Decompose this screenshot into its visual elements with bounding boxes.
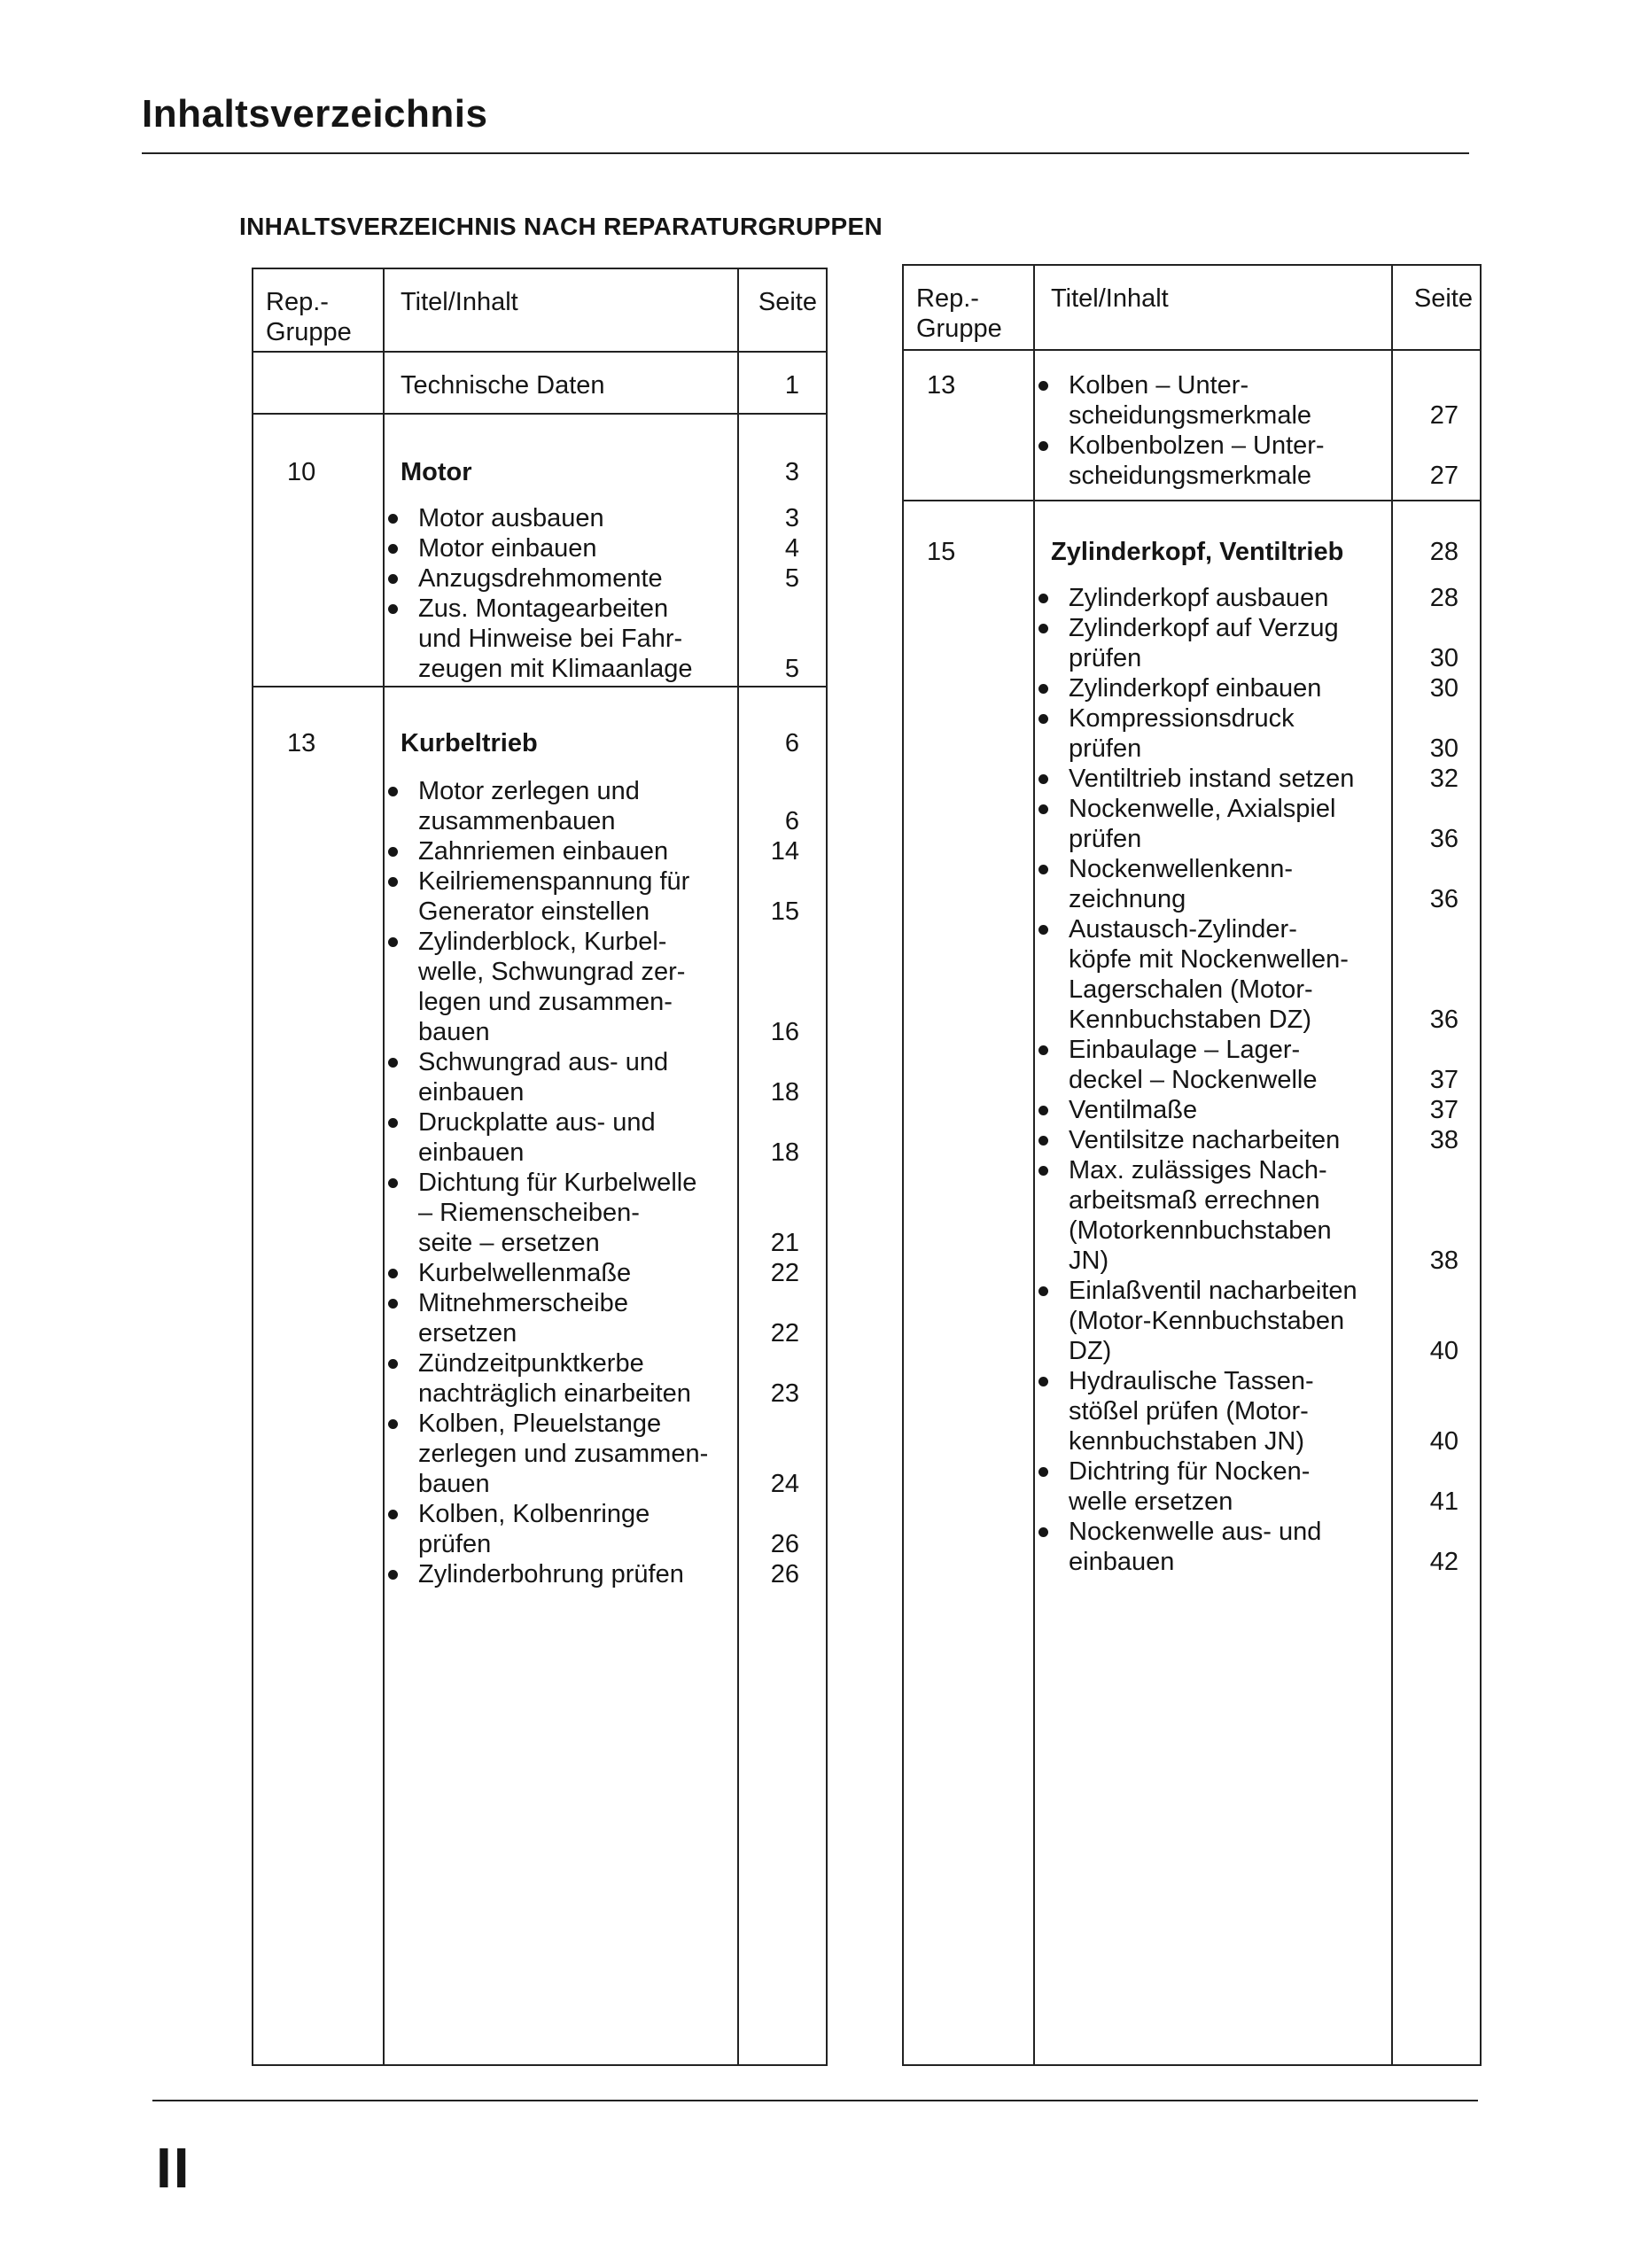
header-gruppe-line2: Gruppe — [266, 318, 352, 346]
toc-entry — [1038, 1456, 1310, 1517]
column-divider — [1033, 266, 1035, 2064]
page-number: 30 — [1429, 734, 1458, 763]
page-number: 18 — [770, 1138, 799, 1167]
toc-entry — [388, 1107, 656, 1168]
toc-entry-text: welle, Schwungrad zer- — [418, 958, 686, 986]
column-divider — [1391, 266, 1393, 2064]
toc-entry-text: Nockenwelle aus- und — [1069, 1518, 1322, 1546]
toc-entry — [388, 1348, 691, 1409]
header-titel: Titel/Inhalt — [1051, 284, 1169, 313]
toc-entry — [388, 866, 689, 927]
toc-entry-text: Motor einbauen — [418, 534, 597, 563]
bullet-icon — [388, 1359, 398, 1369]
page-number: 14 — [770, 837, 799, 866]
toc-entry-text: (Motor-Kennbuchstaben — [1069, 1307, 1345, 1335]
toc-entry — [388, 1258, 631, 1288]
group-title-zylinderkopf: Zylinderkopf, Ventiltrieb — [1051, 538, 1344, 566]
toc-entry — [388, 1168, 696, 1258]
bullet-icon — [1038, 624, 1048, 633]
bullet-icon — [1038, 594, 1048, 603]
bullet-icon — [388, 1299, 398, 1309]
toc-entry-text: Zus. Montagearbeiten — [418, 594, 669, 623]
toc-entry — [1038, 673, 1321, 703]
bullet-icon — [1038, 1045, 1048, 1055]
page-number: 30 — [1429, 644, 1458, 672]
group-title-kurbeltrieb: Kurbeltrieb — [401, 729, 538, 757]
page-number: 23 — [770, 1379, 799, 1408]
bullet-icon — [388, 877, 398, 887]
bullet-icon — [1038, 1527, 1048, 1537]
column-divider — [737, 269, 739, 2064]
toc-entry-text: Einlaßventil nacharbeiten — [1069, 1277, 1357, 1305]
toc-entry — [388, 1288, 628, 1348]
header-seite: Seite — [758, 288, 817, 316]
page-number: 24 — [770, 1470, 799, 1498]
page-number: 38 — [1429, 1247, 1458, 1275]
toc-entry-text: prüfen — [1069, 734, 1142, 763]
page-number: 15 — [770, 897, 799, 926]
page-number: 32 — [1429, 765, 1458, 793]
bullet-icon — [1038, 774, 1048, 784]
toc-entry-text: Motor ausbauen — [418, 504, 604, 532]
bullet-icon — [388, 604, 398, 614]
toc-entry-text: Mitnehmerscheibe — [418, 1289, 628, 1317]
bullet-icon — [1038, 1377, 1048, 1386]
bullet-icon — [388, 1419, 398, 1429]
toc-entry-text: einbauen — [418, 1078, 525, 1107]
bullet-icon — [1038, 804, 1048, 814]
toc-entry-text: einbauen — [418, 1138, 525, 1167]
header-gruppe — [916, 284, 1002, 344]
page-number: 21 — [770, 1229, 799, 1257]
toc-entry-text: Kolben – Unter- — [1069, 371, 1249, 400]
toc-entry-text: Kurbelwellenmaße — [418, 1259, 632, 1287]
toc-entry-text: Zylinderkopf einbauen — [1069, 674, 1322, 703]
page-number: 36 — [1429, 885, 1458, 913]
page-number: 6 — [784, 807, 799, 835]
header-gruppe — [266, 287, 352, 347]
toc-entry — [388, 1499, 649, 1559]
entry-technische-daten: Technische Daten — [401, 371, 605, 400]
toc-entry-text: zusammenbauen — [418, 807, 616, 835]
toc-entry-text: Ventiltrieb instand setzen — [1069, 765, 1355, 793]
toc-entry-text: prüfen — [1069, 644, 1142, 672]
page-number: 30 — [1429, 674, 1458, 703]
toc-entry — [388, 836, 668, 866]
toc-entry-text: Kolben, Pleuelstange — [418, 1410, 662, 1438]
toc-entry-text: arbeitsmaß errechnen — [1069, 1186, 1320, 1215]
gruppe-number: 13 — [927, 371, 956, 400]
toc-entry-text: Zylinderblock, Kurbel- — [418, 928, 667, 956]
toc-entry-text: Ventilsitze nacharbeiten — [1069, 1126, 1341, 1154]
toc-entry-text: prüfen — [418, 1530, 492, 1558]
toc-entry-text: DZ) — [1069, 1337, 1112, 1365]
gruppe-number: 13 — [287, 729, 316, 757]
page-title: Inhaltsverzeichnis — [142, 92, 488, 136]
bullet-icon — [388, 1570, 398, 1580]
toc-entry-text: und Hinweise bei Fahr- — [418, 625, 683, 653]
toc-entry-text: JN) — [1069, 1247, 1109, 1275]
bullet-icon — [1038, 1136, 1048, 1146]
header-titel: Titel/Inhalt — [401, 288, 518, 316]
toc-entry — [1038, 854, 1293, 914]
toc-entry-text: Ventilmaße — [1069, 1096, 1198, 1124]
toc-entry — [1038, 1276, 1357, 1366]
section-heading: INHALTSVERZEICHNIS NACH REPARATURGRUPPEN — [239, 213, 883, 240]
toc-entry-text: Kompressionsdruck — [1069, 704, 1295, 733]
row-divider — [253, 413, 826, 415]
toc-entry-text: Zylinderbohrung prüfen — [418, 1560, 684, 1588]
toc-entry — [388, 563, 663, 594]
page-number: 28 — [1429, 538, 1458, 566]
toc-entry-text: kennbuchstaben JN) — [1069, 1427, 1304, 1456]
toc-entry-text: scheidungsmerkmale — [1069, 462, 1312, 490]
row-divider — [253, 686, 826, 687]
page-number: 28 — [1429, 584, 1458, 612]
toc-entry-text: seite – ersetzen — [418, 1229, 600, 1257]
toc-entry — [388, 503, 604, 533]
toc-entry-text: einbauen — [1069, 1548, 1175, 1576]
page-number: 22 — [770, 1259, 799, 1287]
gruppe-number: 15 — [927, 538, 956, 566]
page-number: 26 — [770, 1560, 799, 1588]
toc-entry — [1038, 1095, 1197, 1125]
toc-entry-text: Kolbenbolzen – Unter- — [1069, 431, 1325, 460]
header-divider — [253, 351, 826, 353]
toc-entry — [1038, 583, 1328, 613]
toc-entry-text: Dichtung für Kurbelwelle — [418, 1169, 697, 1197]
toc-entry-text: Zündzeitpunktkerbe — [418, 1349, 644, 1378]
page-number: 38 — [1429, 1126, 1458, 1154]
bullet-icon — [388, 1178, 398, 1188]
toc-entry — [1038, 794, 1335, 854]
page-number: 40 — [1429, 1427, 1458, 1456]
toc-entry-text: welle ersetzen — [1069, 1487, 1233, 1516]
page-number: 18 — [770, 1078, 799, 1107]
toc-entry-text: (Motorkennbuchstaben — [1069, 1216, 1332, 1245]
toc-entry — [1038, 764, 1354, 794]
bullet-icon — [1038, 714, 1048, 724]
page-number: 42 — [1429, 1548, 1458, 1576]
toc-entry-text: Hydraulische Tassen- — [1069, 1367, 1314, 1395]
page-number: 1 — [784, 371, 799, 400]
header-gruppe-line1: Rep.- — [266, 288, 329, 316]
toc-entry-text: Max. zulässiges Nach- — [1069, 1156, 1327, 1184]
toc-entry-text: Austausch-Zylinder- — [1069, 915, 1297, 944]
page-number: 27 — [1429, 401, 1458, 430]
page-number: 3 — [784, 504, 799, 532]
header-gruppe-line2: Gruppe — [916, 315, 1002, 343]
page-number: 22 — [770, 1319, 799, 1348]
toc-entry-text: Lagerschalen (Motor- — [1069, 975, 1313, 1004]
bullet-icon — [388, 937, 398, 947]
toc-entry-text: Zylinderkopf ausbauen — [1069, 584, 1329, 612]
toc-entry-text: legen und zusammen- — [418, 988, 673, 1016]
toc-entry-text: Motor zerlegen und — [418, 777, 640, 805]
bullet-icon — [388, 847, 398, 857]
toc-entry-text: ersetzen — [418, 1319, 517, 1348]
bullet-icon — [1038, 684, 1048, 694]
toc-entry-text: Druckplatte aus- und — [418, 1108, 656, 1137]
toc-entry — [1038, 370, 1311, 431]
column-divider — [383, 269, 385, 2064]
toc-entry-text: Kennbuchstaben DZ) — [1069, 1006, 1312, 1034]
toc-entry-text: bauen — [418, 1470, 490, 1498]
toc-entry-text: Zylinderkopf auf Verzug — [1069, 614, 1339, 642]
page-number: 27 — [1429, 462, 1458, 490]
toc-entry-text: Anzugsdrehmomente — [418, 564, 663, 593]
header-divider — [904, 349, 1480, 351]
toc-entry — [1038, 431, 1325, 491]
toc-entry-text: scheidungsmerkmale — [1069, 401, 1312, 430]
top-rule — [142, 152, 1469, 154]
toc-entry — [388, 776, 640, 836]
header-seite: Seite — [1413, 284, 1473, 313]
group-title-motor: Motor — [401, 458, 472, 486]
page-number: 3 — [784, 458, 799, 486]
gruppe-number: 10 — [287, 458, 316, 486]
page-number: 36 — [1429, 825, 1458, 853]
toc-entry-text: Nockenwellenkenn- — [1069, 855, 1294, 883]
bullet-icon — [1038, 441, 1048, 451]
toc-entry-text: nachträglich einarbeiten — [418, 1379, 691, 1408]
page-number: 41 — [1429, 1487, 1458, 1516]
toc-entry-text: Kolben, Kolbenringe — [418, 1500, 650, 1528]
page-number: 4 — [784, 534, 799, 563]
page-number: 40 — [1429, 1337, 1458, 1365]
toc-entry — [1038, 1125, 1340, 1155]
toc-entry-text: Generator einstellen — [418, 897, 650, 926]
toc-entry-text: bauen — [418, 1018, 490, 1046]
toc-entry-text: Dichtring für Nocken- — [1069, 1457, 1311, 1486]
toc-entry — [388, 594, 693, 684]
bullet-icon — [388, 787, 398, 796]
toc-entry — [1038, 914, 1349, 1035]
toc-entry-text: deckel – Nockenwelle — [1069, 1066, 1318, 1094]
bottom-rule — [152, 2100, 1478, 2101]
bullet-icon — [1038, 925, 1048, 935]
toc-entry-text: Nockenwelle, Axialspiel — [1069, 795, 1336, 823]
toc-entry-text: prüfen — [1069, 825, 1142, 853]
toc-entry — [1038, 1155, 1332, 1276]
bullet-icon — [1038, 381, 1048, 391]
toc-table-right — [902, 264, 1482, 2066]
toc-entry-text: Keilriemenspannung für — [418, 867, 690, 896]
bullet-icon — [1038, 1106, 1048, 1115]
toc-entry — [1038, 1366, 1314, 1456]
bullet-icon — [388, 544, 398, 554]
bullet-icon — [388, 1269, 398, 1278]
page-number: 26 — [770, 1530, 799, 1558]
page-number: 6 — [784, 729, 799, 757]
bullet-icon — [388, 574, 398, 584]
toc-entry — [388, 1047, 668, 1107]
bullet-icon — [388, 1058, 398, 1068]
page-number: 5 — [784, 655, 799, 683]
bullet-icon — [388, 1118, 398, 1128]
bullet-icon — [1038, 865, 1048, 874]
toc-entry-text: – Riemenscheiben- — [418, 1199, 640, 1227]
toc-entry — [1038, 1035, 1317, 1095]
toc-table-left — [252, 268, 828, 2066]
bullet-icon — [388, 1510, 398, 1519]
toc-entry — [388, 927, 685, 1047]
bullet-icon — [388, 514, 398, 524]
row-divider — [904, 500, 1480, 501]
page-number-footer: II — [156, 2136, 191, 2200]
toc-entry — [1038, 1517, 1321, 1577]
toc-entry-text: zeichnung — [1069, 885, 1186, 913]
toc-entry — [388, 1559, 684, 1589]
toc-entry-text: Einbaulage – Lager- — [1069, 1036, 1301, 1064]
toc-entry — [388, 533, 597, 563]
toc-entry-text: Zahnriemen einbauen — [418, 837, 669, 866]
toc-entry — [388, 1409, 708, 1499]
toc-entry-text: stößel prüfen (Motor- — [1069, 1397, 1309, 1425]
bullet-icon — [1038, 1286, 1048, 1296]
toc-entry-text: Schwungrad aus- und — [418, 1048, 669, 1076]
toc-entry-text: zeugen mit Klimaanlage — [418, 655, 693, 683]
header-gruppe-line1: Rep.- — [916, 284, 979, 313]
page-number: 36 — [1429, 1006, 1458, 1034]
page-number: 16 — [770, 1018, 799, 1046]
page-number: 5 — [784, 564, 799, 593]
page-number: 37 — [1429, 1066, 1458, 1094]
toc-entry — [1038, 703, 1295, 764]
bullet-icon — [1038, 1166, 1048, 1176]
toc-entry-text: köpfe mit Nockenwellen- — [1069, 945, 1349, 974]
toc-entry — [1038, 613, 1339, 673]
toc-entry-text: zerlegen und zusammen- — [418, 1440, 709, 1468]
bullet-icon — [1038, 1467, 1048, 1477]
page-number: 37 — [1429, 1096, 1458, 1124]
